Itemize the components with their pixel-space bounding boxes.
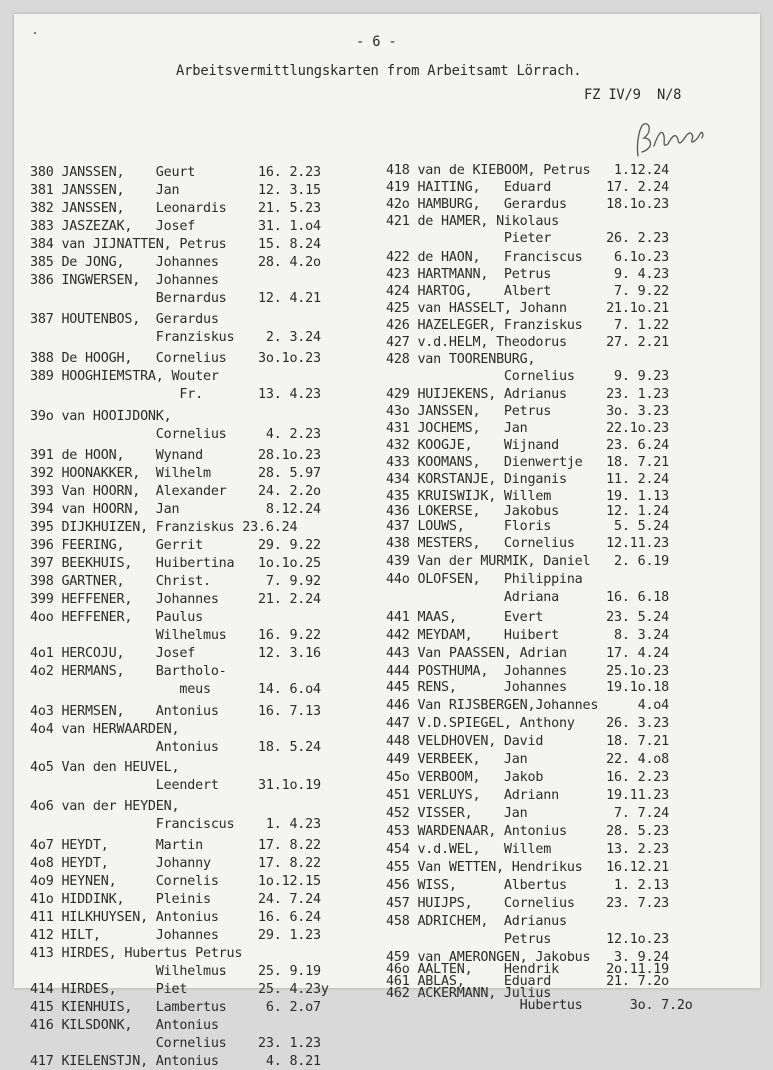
entry-line: 4o2 HERMANS, Bartholo-	[30, 664, 227, 679]
entry-line: 457 HUIJPS, Cornelius 23. 7.23	[386, 896, 670, 911]
entry-line: 396 FEERING, Gerrit 29. 9.22	[30, 538, 321, 553]
entry-line: 434 KORSTANJE, Dinganis 11. 2.24	[386, 472, 670, 487]
entry-line: 411 HILKHUYSEN, Antonius 16. 6.24	[30, 910, 321, 925]
entry-line: Antonius 18. 5.24	[30, 740, 321, 755]
entry-line: Bernardus 12. 4.21	[30, 291, 321, 306]
entry-line: Hubertus 3o. 7.2o	[386, 998, 693, 1013]
entry-line: Leendert 31.1o.19	[30, 778, 321, 793]
entry-line: 382 JANSSEN, Leonardis 21. 5.23	[30, 201, 321, 216]
entry-line: 452 VISSER, Jan 7. 7.24	[386, 806, 670, 821]
entry-line: 458 ADRICHEM, Adrianus	[386, 914, 567, 929]
entry-line: 388 De HOOGH, Cornelius 3o.1o.23	[30, 351, 321, 366]
entry-line: 461 ABLAS, Eduard 21. 7.2o	[386, 974, 670, 989]
entry-line: 429 HUIJEKENS, Adrianus 23. 1.23	[386, 387, 670, 402]
entry-line: Cornelius 4. 2.23	[30, 427, 321, 442]
entry-line: 395 DIJKHUIZEN, Franziskus 23.6.24	[30, 520, 298, 535]
document-page	[14, 14, 760, 1069]
entry-line: 414 HIRDES, Piet 25. 4.23y	[30, 982, 329, 997]
entry-line: 398 GARTNER, Christ. 7. 9.92	[30, 574, 321, 589]
entry-line: 445 RENS, Johannes 19.1o.18	[386, 680, 670, 695]
entry-line: Adriana 16. 6.18	[386, 590, 670, 605]
entry-line: 425 van HASSELT, Johann 21.1o.21	[386, 301, 670, 316]
entry-line: 4o3 HERMSEN, Antonius 16. 7.13	[30, 704, 321, 719]
entry-line: 386 INGWERSEN, Johannes	[30, 273, 219, 288]
entry-line: 439 Van der MURMIK, Daniel 2. 6.19	[386, 554, 670, 569]
speck-mark	[34, 32, 36, 34]
entry-line: meus 14. 6.o4	[30, 682, 321, 697]
entry-line: 413 HIRDES, Hubertus Petrus	[30, 946, 243, 961]
entry-line: 423 HARTMANN, Petrus 9. 4.23	[386, 267, 670, 282]
entry-line: 449 VERBEEK, Jan 22. 4.o8	[386, 752, 670, 767]
entry-line: 4o5 Van den HEUVEL,	[30, 760, 180, 775]
entry-line: 447 V.D.SPIEGEL, Anthony 26. 3.23	[386, 716, 670, 731]
entry-line: 41o HIDDINK, Pleinis 24. 7.24	[30, 892, 321, 907]
reference-code: FZ IV/9 N/8	[584, 87, 682, 103]
entry-line: Petrus 12.1o.23	[386, 932, 670, 947]
entry-line: 4o4 van HERWAARDEN,	[30, 722, 180, 737]
entry-line: 435 KRUISWIJK, Willem 19. 1.13	[386, 489, 670, 504]
entry-line: 421 de HAMER, Nikolaus	[386, 214, 559, 229]
entry-line: 441 MAAS, Evert 23. 5.24	[386, 610, 670, 625]
page-number: - 6 -	[356, 34, 397, 50]
entry-line: 455 Van WETTEN, Hendrikus 16.12.21	[386, 860, 670, 875]
entry-line: 412 HILT, Johannes 29. 1.23	[30, 928, 321, 943]
document-title: Arbeitsvermittlungskarten from Arbeitsamt Lörrach.	[176, 63, 582, 79]
entry-line: 43o JANSSEN, Petrus 3o. 3.23	[386, 404, 670, 419]
entry-line: 431 JOCHEMS, Jan 22.1o.23	[386, 421, 670, 436]
entry-line: 451 VERLUYS, Adriann 19.11.23	[386, 788, 670, 803]
entry-line: 428 van TOORENBURG,	[386, 352, 536, 367]
entry-line: Wilhelmus 25. 9.19	[30, 964, 321, 979]
entry-line: Franziskus 2. 3.24	[30, 330, 321, 345]
entry-line: 459 van AMERONGEN, Jakobus 3. 9.24	[386, 950, 670, 965]
entry-line: Pieter 26. 2.23	[386, 231, 670, 246]
entry-line: 385 De JONG, Johannes 28. 4.2o	[30, 255, 321, 270]
entry-line: 4o6 van der HEYDEN,	[30, 799, 180, 814]
entry-line: 417 KIELENSTJN, Antonius 4. 8.21	[30, 1054, 321, 1069]
entry-line: 448 VELDHOVEN, David 18. 7.21	[386, 734, 670, 749]
entry-line: Cornelius 23. 1.23	[30, 1036, 321, 1051]
entry-line: 389 HOOGHIEMSTRA, Wouter	[30, 369, 219, 384]
entry-line: 397 BEEKHUIS, Huibertina 1o.1o.25	[30, 556, 321, 571]
entry-line: 4o9 HEYNEN, Cornelis 1o.12.15	[30, 874, 321, 889]
entry-line: 436 LOKERSE, Jakobus 12. 1.24	[386, 504, 670, 519]
entry-line: 42o HAMBURG, Gerardus 18.1o.23	[386, 197, 670, 212]
entry-line: 443 Van PAASSEN, Adrian 17. 4.24	[386, 646, 670, 661]
entry-line: 442 MEYDAM, Huibert 8. 3.24	[386, 628, 670, 643]
entry-line: 383 JASZEZAK, Josef 31. 1.o4	[30, 219, 321, 234]
entry-line: Cornelius 9. 9.23	[386, 369, 670, 384]
entry-line: 426 HAZELEGER, Franziskus 7. 1.22	[386, 318, 670, 333]
entry-line: 427 v.d.HELM, Theodorus 27. 2.21	[386, 335, 670, 350]
entry-line: 4o8 HEYDT, Johanny 17. 8.22	[30, 856, 321, 871]
entry-line: 39o van HOOIJDONK,	[30, 409, 172, 424]
entry-line: 44o OLOFSEN, Philippina	[386, 572, 583, 587]
entry-line: 394 van HOORN, Jan 8.12.24	[30, 502, 321, 517]
entry-line: 422 de HAON, Franciscus 6.1o.23	[386, 250, 670, 265]
entry-line: 416 KILSDONK, Antonius	[30, 1018, 219, 1033]
entry-line: 4oo HEFFENER, Paulus	[30, 610, 203, 625]
entry-line: 462 ACKERMANN, Julius	[386, 986, 552, 1001]
entry-line: 456 WISS, Albertus 1. 2.13	[386, 878, 670, 893]
entry-line: 444 POSTHUMA, Johannes 25.1o.23	[386, 664, 670, 679]
entry-line: 381 JANSSEN, Jan 12. 3.15	[30, 183, 321, 198]
entry-line: 454 v.d.WEL, Willem 13. 2.23	[386, 842, 670, 857]
entry-line: Fr. 13. 4.23	[30, 387, 321, 402]
entry-line: Wilhelmus 16. 9.22	[30, 628, 321, 643]
entry-line: 438 MESTERS, Cornelius 12.11.23	[386, 536, 670, 551]
entry-line: Franciscus 1. 4.23	[30, 817, 321, 832]
entry-line: 4o7 HEYDT, Martin 17. 8.22	[30, 838, 321, 853]
entry-line: 45o VERBOOM, Jakob 16. 2.23	[386, 770, 670, 785]
entry-line: 399 HEFFENER, Johannes 21. 2.24	[30, 592, 321, 607]
entry-line: 433 KOOMANS, Dienwertje 18. 7.21	[386, 455, 670, 470]
entry-line: 432 KOOGJE, Wijnand 23. 6.24	[386, 438, 670, 453]
entry-line: 380 JANSSEN, Geurt 16. 2.23	[30, 165, 321, 180]
entry-line: 424 HARTOG, Albert 7. 9.22	[386, 284, 670, 299]
entry-line: 418 van de KIEBOOM, Petrus 1.12.24	[386, 163, 670, 178]
entry-line: 393 Van HOORN, Alexander 24. 2.2o	[30, 484, 321, 499]
entry-line: 46o AALTEN, Hendrik 2o.11.19	[386, 962, 670, 977]
entry-line: 4o1 HERCOJU, Josef 12. 3.16	[30, 646, 321, 661]
entry-line: 387 HOUTENBOS, Gerardus	[30, 312, 219, 327]
entry-line: 453 WARDENAAR, Antonius 28. 5.23	[386, 824, 670, 839]
entry-line: 419 HAITING, Eduard 17. 2.24	[386, 180, 670, 195]
entry-line: 384 van JIJNATTEN, Petrus 15. 8.24	[30, 237, 321, 252]
entry-line: 392 HOONAKKER, Wilhelm 28. 5.97	[30, 466, 321, 481]
handwritten-signature	[632, 116, 712, 166]
entry-line: 437 LOUWS, Floris 5. 5.24	[386, 519, 670, 534]
entry-line: 391 de HOON, Wynand 28.1o.23	[30, 448, 321, 463]
entry-line: 415 KIENHUIS, Lambertus 6. 2.o7	[30, 1000, 321, 1015]
entry-line: 446 Van RIJSBERGEN,Johannes 4.o4	[386, 698, 670, 713]
